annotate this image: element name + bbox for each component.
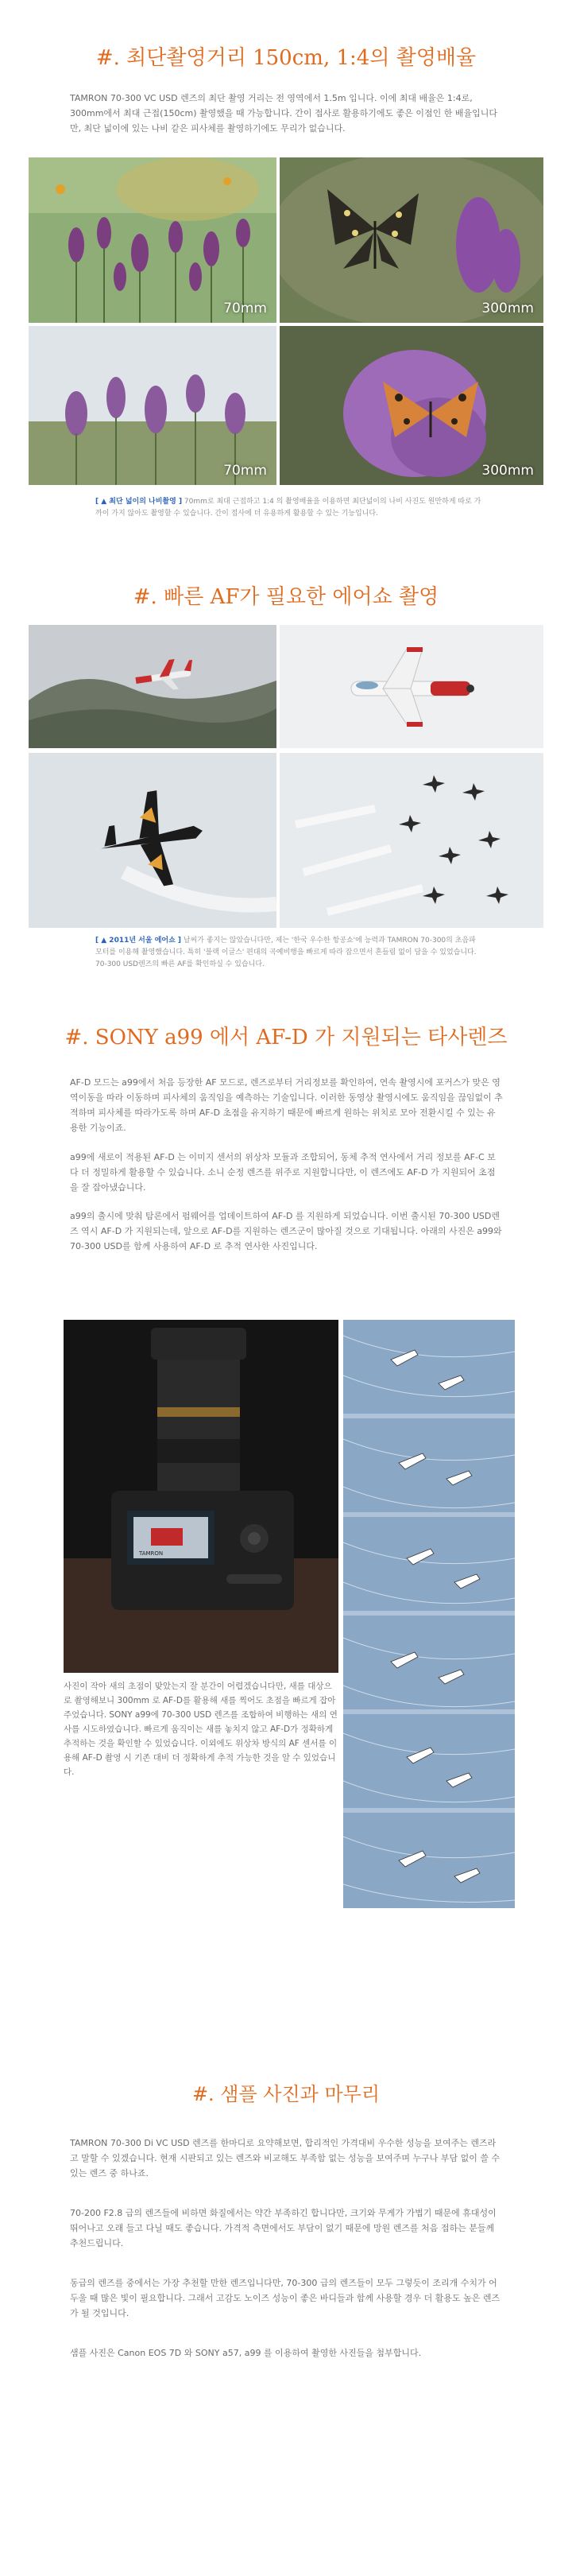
section-heading: #. SONY a99 에서 AF-D 가 지원되는 타사렌즈 [64, 1026, 508, 1049]
section-heading: #. 최단촬영거리 150cm, 1:4의 촬영배율 [95, 46, 477, 70]
section-heading: #. 빠른 AF가 필요한 에어쇼 촬영 [133, 585, 439, 609]
caption-tag: [ ▲ 최단 넓이의 나비촬영 ] [95, 498, 183, 506]
camera-photo-caption: 사진이 작아 새의 초점이 맞았는지 잘 분간이 어렵겠습니다만, 새를 대상으로 촬영해보니 300mm 로 AF-D를 활용해 새를 찍어도 초점을 빠르게 잡아주었습니다. SONY a99에 70-300 USD 렌즈를 조합하여 비행하는 새의 연사를 시도하였습니다. 빠르게 움직이는 새를 놓치지 않고 AF-D가 정확하게 추적하는 것을 확인할 수 있었습니다. 이외에도 위상차 방식의 AF 센서를 이용해 AF-D 촬영 시 기존 대비 더 정확하게 추적 가능한 것을 알 수 있었습니다. [64, 1682, 338, 1777]
photo-caption [95, 496, 485, 520]
focal-length-label: 300mm [481, 301, 534, 316]
flower-photo-70mm [29, 157, 276, 323]
camera-lens-photo [64, 1320, 338, 1673]
airshow-photo-closeup [280, 625, 543, 748]
butterfly-photo-300mm [280, 157, 543, 323]
section-heading: #. 샘플 사진과 마무리 [191, 2083, 381, 2105]
section-paragraph: TAMRON 70-300 Di VC USD 렌즈를 한마디로 요약해보면, 합리적인 가격대비 우수한 성능을 보여주는 렌즈라고 말할 수 있겠습니다. 현재 시판되고 있는 렌즈와 비교해도 부족함 없는 성능을 보여주며 누구나 부담 없이 쓸 수 있는 렌즈 중 하나죠. [70, 2138, 500, 2178]
caption-tag: [ ▲ 2011년 서울 에어쇼 ] [95, 937, 182, 945]
black-eagles-photo-single [29, 753, 276, 928]
section-paragraph: a99의 출시에 맞춰 탐론에서 펌웨어를 업데이트하여 AF-D 를 지원하게 되었습니다. 이번 출시된 70-300 USD렌즈 역시 AF-D 가 지원되는데, 앞으로 AF-D를 지원하는 렌즈군이 많아질 것으로 기대됩니다. 아래의 사진은 a99와 70-300 USD를 함께 사용하여 AF-D 로 추적 연사한 사진입니다. [70, 1211, 502, 1251]
section-paragraph: 동급의 렌즈를 중에서는 가장 추천할 만한 렌즈입니다만, 70-300 급의 렌즈들이 모두 그렇듯이 조리개 수치가 어두울 때 많은 빛이 필요합니다. 그래서 고감도 노이즈 성능이 좋은 바디들과 함께 사용할 경우 더 활용도 높은 렌즈가 될 것입니다. [70, 2278, 500, 2318]
airshow-photo-mountain [29, 625, 276, 748]
black-eagles-photo-formation [280, 753, 543, 928]
section-paragraph: a99에 새로이 적용된 AF-D 는 이미지 센서의 위상차 모듈과 조합되어, 동체 추적 연사에서 거리 정보를 AF-C 보다 더 정밀하게 활용할 수 있습니다. 소니 순정 렌즈를 위주로 지원합니다만, 이 렌즈에도 AF-D 가 지원되어 초점을 잘 잡아냈습니다. [70, 1152, 496, 1193]
caption-text: 날씨가 좋지는 않았습니다만, 제는 '한국 우수한 항공쇼'에 능력과 TAMRON 70-300의 초음파 모터를 이용해 촬영했습니다. 특히 '블랙 이글스' 편대의 곡예비행을 빠르게 따라 잡으면서 흔들림 없이 담을 수 있었습니다. 70-300 USD렌즈의 빠른 AF를 확인하실 수 있습니다. [95, 937, 477, 968]
section-paragraph: 70-200 F2.8 급의 렌즈들에 비하면 화질에서는 약간 부족하긴 합니다만, 크기와 무게가 가볍기 때문에 휴대성이 뛰어나고 오래 들고 다닐 때도 좋습니다. 가격적 측면에서도 부담이 없기 때문에 망원 렌즈를 처음 접하는 분들께 추천드립니다. [70, 2208, 497, 2248]
focal-length-label: 300mm [481, 463, 534, 479]
camera-screen-text: TAMRON [139, 1550, 164, 1557]
section-paragraph: TAMRON 70-300 VC USD 렌즈의 최단 촬영 거리는 전 영역에서 1.5m 입니다. 이에 최대 배율은 1:4로, 300mm에서 최대 근접(150cm) 촬영했을 때 가능합니다. 간이 접사로 활용하기에도 좋은 이점인 한 배율입니다만, 최단 넓이에 있는 나비 같은 피사체를 촬영하기에도 무리가 없습니다. [70, 93, 498, 134]
section-paragraph: 샘플 사진은 Canon EOS 7D 와 SONY a57, a99 를 이용하여 촬영한 사진들을 첨부합니다. [70, 2348, 422, 2358]
focal-length-label: 70mm [223, 463, 267, 479]
section-paragraph: AF-D 모드는 a99에서 처음 등장한 AF 모드로, 렌즈로부터 거리정보를 확인하여, 연속 촬영시에 포커스가 맞은 영역이동을 따라 이동하며 피사체의 움직임을 예측하는 기술입니다. 이러한 동영상 촬영시에도 움직임을 끊임없이 추적하며 피사체를 따라가도록 하며 AF-D 초점을 유지하기 때문에 빠르게 원하는 위치로 모아 전환시킬 수 있는 유용한 기능이죠. [70, 1077, 503, 1133]
focal-length-label: 70mm [223, 301, 267, 316]
bird-tracking-photos [343, 1320, 515, 1908]
butterfly-buddleia-photo-300mm [280, 326, 543, 485]
photo-caption [95, 935, 485, 971]
buddleia-photo-70mm [29, 326, 276, 485]
caption-text: 70mm로 최대 근접하고 1:4 의 촬영배율을 이용하면 최단넓이의 나비 사진도 원만하게 따로 가까이 가지 않아도 촬영할 수 있습니다. 간이 접사에 더 유용하게 활용할 수 있는 기능입니다. [95, 498, 481, 518]
